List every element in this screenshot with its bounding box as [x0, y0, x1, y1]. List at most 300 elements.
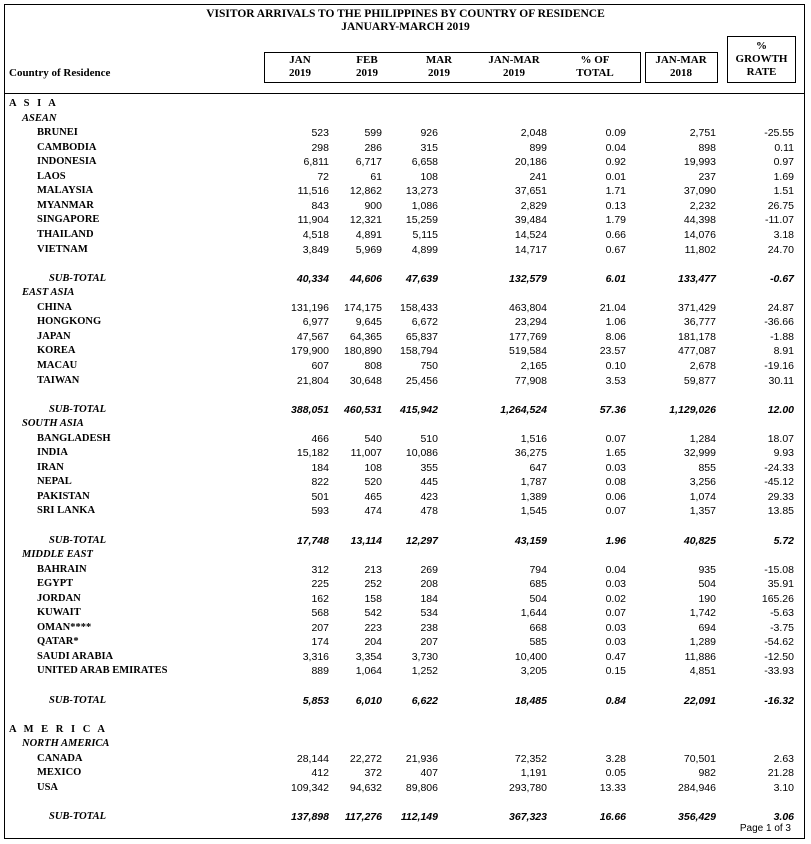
cell-value: 1.79 — [605, 214, 626, 227]
row-label: SAUDI ARABIA — [37, 650, 114, 662]
cell-value: 647 — [529, 461, 547, 474]
col-feb-header: FEB 2019 — [356, 54, 378, 79]
cell-value: 3,256 — [689, 476, 716, 489]
cell-value: 0.92 — [605, 156, 626, 169]
cell-value: 44,606 — [349, 272, 382, 285]
cell-value: 293,780 — [509, 781, 547, 794]
cell-value: 286 — [364, 141, 382, 154]
cell-value: 40,825 — [683, 534, 716, 547]
table-row — [0, 577, 811, 591]
cell-value: 11,904 — [297, 214, 329, 227]
row-label: LAOS — [37, 170, 66, 182]
cell-value: 241 — [529, 170, 547, 183]
cell-value: 37,651 — [514, 185, 547, 198]
cell-value: 72 — [317, 170, 329, 183]
cell-value: 22,272 — [349, 752, 382, 765]
cell-value: 1,264,524 — [500, 403, 547, 416]
subtotal-row — [0, 810, 811, 824]
subregion-heading — [0, 112, 811, 126]
table-row — [0, 475, 811, 489]
cell-value: 158,433 — [400, 301, 438, 314]
cell-value: 504 — [529, 592, 547, 605]
table-row — [0, 563, 811, 577]
cell-value: 284,946 — [678, 781, 716, 794]
cell-value: 474 — [364, 505, 382, 518]
row-label: JAPAN — [37, 330, 71, 342]
cell-value: 0.97 — [773, 156, 794, 169]
cell-value: -19.16 — [764, 359, 794, 372]
cell-value: 12,297 — [405, 534, 438, 547]
cell-value: 371,429 — [678, 301, 716, 314]
cell-value: 900 — [364, 199, 382, 212]
row-label: SUB-TOTAL — [49, 272, 106, 284]
cell-value: 0.11 — [774, 141, 794, 154]
row-label: TAIWAN — [37, 374, 80, 386]
row-label: EAST ASIA — [22, 287, 75, 299]
cell-value: 23,294 — [514, 316, 547, 329]
cell-value: 10,086 — [405, 447, 438, 460]
cell-value: 21,804 — [296, 374, 329, 387]
table-row — [0, 228, 811, 242]
cell-value: 18,485 — [514, 694, 547, 707]
row-label: ASEAN — [22, 112, 57, 124]
cell-value: 158,794 — [400, 345, 438, 358]
cell-value: 43,159 — [514, 534, 547, 547]
cell-value: 312 — [311, 563, 329, 576]
cell-value: 0.05 — [605, 767, 626, 780]
cell-value: 843 — [311, 199, 329, 212]
cell-value: 465 — [364, 490, 382, 503]
cell-value: 367,323 — [509, 810, 547, 823]
cell-value: 585 — [529, 636, 547, 649]
cell-value: 540 — [364, 432, 382, 445]
row-label: BAHRAIN — [37, 563, 87, 575]
cell-value: 423 — [420, 490, 438, 503]
subregion-heading — [0, 286, 811, 300]
cell-value: 685 — [529, 578, 547, 591]
cell-value: 13,114 — [350, 534, 382, 547]
cell-value: 112,149 — [400, 810, 438, 823]
cell-value: 1,191 — [520, 767, 547, 780]
row-label: NORTH AMERICA — [22, 738, 110, 750]
cell-value: 158 — [364, 592, 382, 605]
row-label: QATAR* — [37, 636, 79, 648]
cell-value: 0.09 — [605, 127, 626, 140]
cell-value: 412 — [311, 767, 329, 780]
table-row — [0, 504, 811, 518]
cell-value: 109,342 — [291, 781, 329, 794]
cell-value: 3,354 — [355, 650, 382, 663]
col-janmar2019-header: JAN-MAR 2019 — [488, 54, 540, 79]
cell-value: 11,886 — [684, 650, 716, 663]
cell-value: 6,717 — [355, 156, 382, 169]
row-label: MYANMAR — [37, 199, 94, 211]
table-row — [0, 141, 811, 155]
cell-value: 899 — [529, 141, 547, 154]
cell-value: 372 — [364, 767, 382, 780]
row-label: PAKISTAN — [37, 490, 90, 502]
cell-value: 39,484 — [514, 214, 547, 227]
cell-value: 607 — [311, 359, 329, 372]
table-row — [0, 490, 811, 504]
cell-value: 926 — [420, 127, 438, 140]
region-heading — [0, 723, 811, 737]
cell-value: 2,751 — [689, 127, 716, 140]
cell-value: 504 — [698, 578, 716, 591]
cell-value: 407 — [420, 767, 438, 780]
cell-value: 36,275 — [514, 447, 547, 460]
cell-value: 599 — [364, 127, 382, 140]
cell-value: 2,829 — [520, 199, 547, 212]
cell-value: 501 — [311, 490, 329, 503]
row-label: VIETNAM — [37, 243, 88, 255]
cell-value: 1,545 — [520, 505, 547, 518]
cell-value: 13.33 — [599, 781, 626, 794]
cell-value: 223 — [364, 621, 382, 634]
cell-value: 181,178 — [678, 330, 716, 343]
row-label: CAMBODIA — [37, 141, 97, 153]
cell-value: 935 — [698, 563, 716, 576]
cell-value: 1.96 — [605, 534, 626, 547]
cell-value: 2,678 — [689, 359, 716, 372]
cell-value: 11,516 — [297, 185, 329, 198]
cell-value: -25.55 — [764, 127, 794, 140]
cell-value: 117,276 — [344, 810, 382, 823]
cell-value: 6.01 — [605, 272, 626, 285]
cell-value: 1,252 — [411, 665, 438, 678]
cell-value: 269 — [420, 563, 438, 576]
cell-value: 3,849 — [302, 243, 329, 256]
cell-value: 0.06 — [605, 490, 626, 503]
cell-value: 29.33 — [767, 490, 794, 503]
cell-value: 6,010 — [355, 694, 382, 707]
cell-value: 4,891 — [355, 229, 382, 241]
cell-value: 593 — [311, 505, 329, 518]
cell-value: 694 — [698, 621, 716, 634]
cell-value: 1.51 — [773, 185, 794, 198]
row-label: KOREA — [37, 345, 76, 357]
row-label: IRAN — [37, 461, 64, 473]
cell-value: 6,658 — [411, 156, 438, 169]
cell-value: 822 — [311, 476, 329, 489]
cell-value: 0.10 — [605, 359, 626, 372]
cell-value: 64,365 — [349, 330, 382, 343]
cell-value: 668 — [529, 621, 547, 634]
cell-value: 180,890 — [344, 345, 382, 358]
cell-value: 388,051 — [291, 403, 329, 416]
table-row — [0, 359, 811, 373]
cell-value: 808 — [364, 359, 382, 372]
table-row — [0, 315, 811, 329]
cell-value: 22,091 — [683, 694, 716, 707]
cell-value: 1.69 — [773, 170, 794, 183]
cell-value: 298 — [311, 141, 329, 154]
cell-value: 3.06 — [773, 810, 794, 823]
cell-value: 460,531 — [344, 403, 382, 416]
cell-value: 1.06 — [605, 316, 626, 329]
table-row — [0, 199, 811, 213]
row-label: CHINA — [37, 301, 73, 313]
cell-value: 5,969 — [355, 243, 382, 256]
cell-value: -36.66 — [764, 316, 794, 329]
cell-value: 0.84 — [605, 694, 626, 707]
cell-value: 2.63 — [773, 752, 794, 765]
cell-value: 1,516 — [520, 432, 547, 445]
table-row — [0, 606, 811, 620]
cell-value: 238 — [420, 621, 438, 634]
cell-value: 21,936 — [405, 752, 438, 765]
cell-value: 0.03 — [605, 621, 626, 634]
cell-value: 898 — [698, 141, 716, 154]
cell-value: 35.91 — [767, 578, 794, 591]
cell-value: 356,429 — [678, 810, 716, 823]
cell-value: 0.08 — [605, 476, 626, 489]
cell-value: 1,787 — [520, 476, 547, 489]
cell-value: 477,087 — [678, 345, 716, 358]
cell-value: 1.65 — [605, 447, 626, 460]
cell-value: 207 — [420, 636, 438, 649]
cell-value: 184 — [311, 461, 329, 474]
col-jan-header: JAN 2019 — [289, 54, 311, 79]
row-label: OMAN**** — [37, 621, 92, 633]
col-mar-header: MAR 2019 — [425, 54, 453, 79]
col-pct-total-header: % OF TOTAL — [576, 54, 614, 79]
cell-value: 6,811 — [303, 156, 329, 169]
row-label: SRI LANKA — [37, 505, 96, 517]
cell-value: 137,898 — [291, 810, 329, 823]
cell-value: 47,567 — [296, 330, 329, 343]
table-row — [0, 592, 811, 606]
cell-value: 12,862 — [349, 185, 382, 198]
cell-value: 568 — [311, 607, 329, 620]
cell-value: 14,717 — [514, 243, 547, 256]
cell-value: -11.07 — [765, 214, 794, 227]
cell-value: 25,456 — [405, 374, 438, 387]
subtotal-row — [0, 534, 811, 548]
cell-value: 3,730 — [411, 650, 438, 663]
cell-value: 11,802 — [684, 243, 716, 256]
cell-value: 21.28 — [767, 767, 794, 780]
row-label: MACAU — [37, 359, 78, 371]
cell-value: 5,853 — [302, 694, 329, 707]
cell-value: 37,090 — [683, 185, 716, 198]
cell-value: 3.10 — [773, 781, 794, 794]
cell-value: 510 — [420, 432, 438, 445]
row-label: MIDDLE EAST — [22, 549, 93, 561]
cell-value: 0.47 — [605, 650, 626, 663]
cell-value: -12.50 — [764, 650, 794, 663]
cell-value: 184 — [420, 592, 438, 605]
subregion-heading — [0, 417, 811, 431]
cell-value: 5,115 — [412, 229, 438, 241]
cell-value: 174,175 — [344, 301, 382, 314]
cell-value: 12,321 — [349, 214, 382, 227]
cell-value: 519,584 — [509, 345, 547, 358]
cell-value: 6,622 — [411, 694, 438, 707]
cell-value: 19,993 — [683, 156, 716, 169]
cell-value: 47,639 — [405, 272, 438, 285]
table-row — [0, 155, 811, 169]
table-row — [0, 446, 811, 460]
cell-value: 15,259 — [405, 214, 438, 227]
table-row — [0, 330, 811, 344]
row-label: EGYPT — [37, 578, 74, 590]
cell-value: 534 — [420, 607, 438, 620]
table-row — [0, 635, 811, 649]
cell-value: 252 — [364, 578, 382, 591]
cell-value: 315 — [420, 141, 438, 154]
row-label: UNITED ARAB EMIRATES — [37, 665, 168, 677]
cell-value: 1,064 — [355, 665, 382, 678]
table-row — [0, 243, 811, 257]
cell-value: 108 — [364, 461, 382, 474]
cell-value: 70,501 — [683, 752, 716, 765]
cell-value: 24.87 — [767, 301, 794, 314]
cell-value: 1,086 — [411, 199, 438, 212]
cell-value: 207 — [311, 621, 329, 634]
cell-value: 77,908 — [514, 374, 547, 387]
cell-value: -24.33 — [764, 461, 794, 474]
cell-value: 17,748 — [296, 534, 329, 547]
cell-value: 15,182 — [296, 447, 329, 460]
row-label: HONGKONG — [37, 316, 102, 328]
row-label: MEXICO — [37, 767, 82, 779]
cell-value: 750 — [420, 359, 438, 372]
table-row — [0, 126, 811, 140]
cell-value: 2,165 — [520, 359, 547, 372]
page-number: Page 1 of 3 — [739, 823, 791, 834]
row-label: MALAYSIA — [37, 185, 94, 197]
cell-value: 165.26 — [761, 592, 794, 605]
table-row — [0, 344, 811, 358]
report-subtitle: JANUARY-MARCH 2019 — [341, 21, 470, 33]
table-row — [0, 781, 811, 795]
cell-value: 40,334 — [296, 272, 329, 285]
cell-value: -1.88 — [770, 330, 794, 343]
cell-value: 0.02 — [605, 592, 626, 605]
cell-value: 1,289 — [689, 636, 716, 649]
table-row — [0, 664, 811, 678]
cell-value: 794 — [529, 563, 547, 576]
cell-value: 0.07 — [605, 505, 626, 518]
cell-value: 208 — [420, 578, 438, 591]
cell-value: 204 — [364, 636, 382, 649]
cell-value: 2,048 — [520, 127, 547, 140]
cell-value: 13,273 — [405, 185, 438, 198]
cell-value: 132,579 — [509, 272, 547, 285]
cell-value: -3.75 — [770, 621, 794, 634]
row-label: CANADA — [37, 752, 83, 764]
cell-value: -54.62 — [764, 636, 794, 649]
cell-value: 3.18 — [773, 229, 794, 241]
cell-value: -45.12 — [764, 476, 794, 489]
cell-value: 855 — [698, 461, 716, 474]
cell-value: 133,477 — [678, 272, 716, 285]
cell-value: 466 — [311, 432, 329, 445]
cell-value: 0.07 — [605, 607, 626, 620]
cell-value: 9,645 — [355, 316, 382, 329]
table-row — [0, 461, 811, 475]
table-row — [0, 766, 811, 780]
row-label: THAILAND — [37, 229, 94, 240]
cell-value: 21.04 — [599, 301, 626, 314]
cell-value: 3,316 — [302, 650, 329, 663]
row-label: NEPAL — [37, 476, 72, 488]
row-label: SINGAPORE — [37, 214, 100, 226]
cell-value: 28,144 — [296, 752, 329, 765]
cell-value: 0.01 — [605, 170, 626, 183]
row-label: INDIA — [37, 447, 68, 459]
table-row — [0, 752, 811, 766]
cell-value: 13.85 — [767, 505, 794, 518]
cell-value: 24.70 — [767, 243, 794, 256]
cell-value: 213 — [364, 563, 382, 576]
cell-value: 32,999 — [683, 447, 716, 460]
subtotal-row — [0, 272, 811, 286]
cell-value: 3,205 — [520, 665, 547, 678]
cell-value: 889 — [311, 665, 329, 678]
cell-value: 4,851 — [689, 665, 716, 678]
cell-value: 0.67 — [605, 243, 626, 256]
cell-value: 23.57 — [599, 345, 626, 358]
cell-value: 179,900 — [291, 345, 329, 358]
cell-value: -15.08 — [764, 563, 794, 576]
cell-value: 44,398 — [683, 214, 716, 227]
cell-value: 30.11 — [768, 374, 794, 387]
cell-value: 237 — [698, 170, 716, 183]
cell-value: 30,648 — [349, 374, 382, 387]
row-label: USA — [37, 781, 59, 793]
cell-value: 1,357 — [689, 505, 716, 518]
cell-value: 8.06 — [605, 330, 626, 343]
cell-value: 0.03 — [605, 636, 626, 649]
country-column-header: Country of Residence — [9, 67, 111, 79]
subtotal-row — [0, 694, 811, 708]
row-label: BRUNEI — [37, 127, 78, 139]
cell-value: 131,196 — [291, 301, 329, 314]
cell-value: 9.93 — [773, 447, 794, 460]
row-label: JORDAN — [37, 592, 81, 604]
cell-value: 4,899 — [411, 243, 438, 256]
cell-value: 57.36 — [599, 403, 626, 416]
cell-value: -16.32 — [764, 694, 794, 707]
cell-value: 16.66 — [599, 810, 626, 823]
row-label: SUB-TOTAL — [49, 810, 106, 822]
row-label: SUB-TOTAL — [49, 694, 106, 706]
cell-value: -5.63 — [770, 607, 794, 620]
cell-value: 415,942 — [400, 403, 438, 416]
cell-value: 463,804 — [509, 301, 547, 314]
cell-value: 36,777 — [683, 316, 716, 329]
cell-value: 0.13 — [605, 199, 626, 212]
cell-value: 190 — [698, 592, 716, 605]
table-row — [0, 432, 811, 446]
cell-value: 20,186 — [514, 156, 547, 169]
cell-value: 26.75 — [767, 199, 794, 212]
cell-value: 4,518 — [302, 229, 329, 241]
cell-value: 0.04 — [605, 563, 626, 576]
cell-value: 65,837 — [405, 330, 438, 343]
table-row — [0, 621, 811, 635]
cell-value: 225 — [311, 578, 329, 591]
cell-value: 2,232 — [689, 199, 716, 212]
row-label: SUB-TOTAL — [49, 403, 106, 415]
cell-value: 542 — [364, 607, 382, 620]
cell-value: 478 — [420, 505, 438, 518]
cell-value: 1.71 — [605, 185, 626, 198]
cell-value: 8.91 — [773, 345, 794, 358]
cell-value: 0.66 — [605, 229, 626, 241]
